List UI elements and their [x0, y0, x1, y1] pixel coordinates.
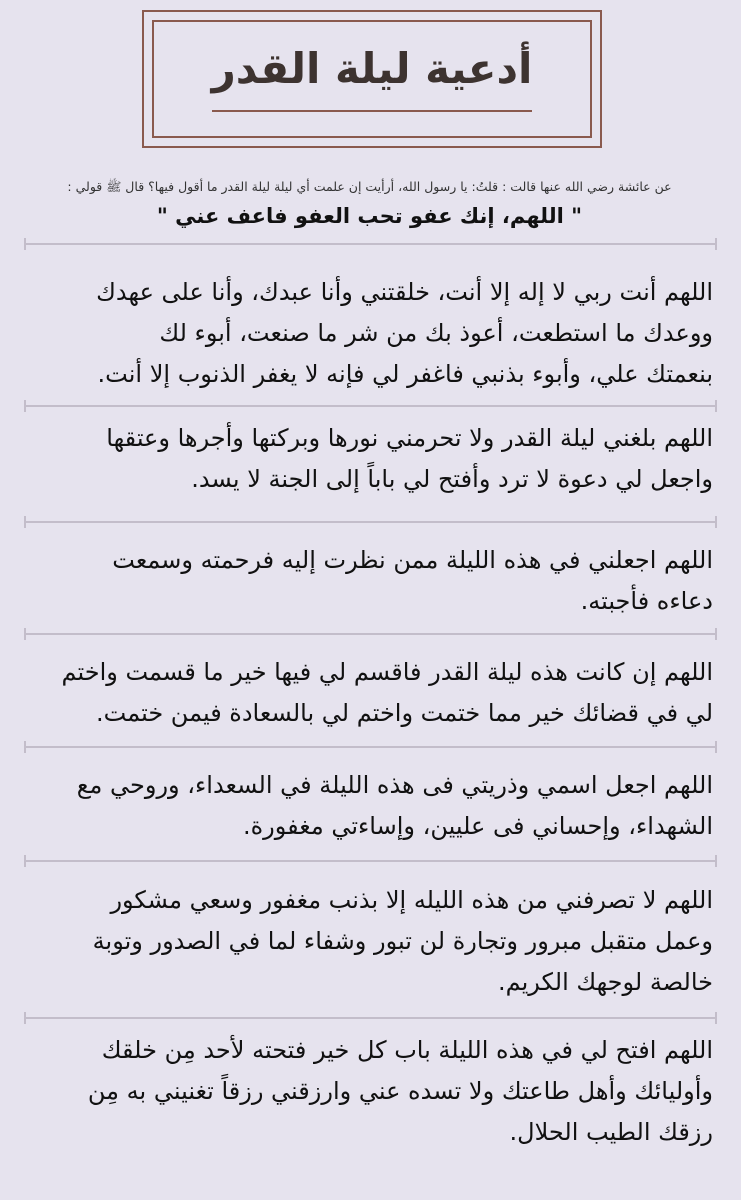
divider: [16, 400, 725, 412]
title-underline: [212, 110, 532, 112]
prayer-block-2: [26, 418, 713, 500]
divider: [16, 741, 725, 753]
prayer-line: اللهم اجعل اسمي وذريتي فى هذه الليلة في السعداء، وروحي مع: [76, 771, 713, 799]
prayer-line: لي في قضائك خير مما ختمت واختم لي بالسعادة فيمن ختمت.: [96, 699, 713, 727]
prayer-block-4: [26, 652, 713, 734]
prayer-line: بنعمتك علي، وأبوء بذنبي فاغفر لي فإنه لا يغفر الذنوب إلا أنت.: [97, 360, 713, 388]
prayer-block-6: [26, 880, 713, 1003]
prayer-block-7: [26, 1030, 713, 1153]
prayer-line: وأوليائك وأهل طاعتك ولا تسده عني وارزقني رزقاً تغنيني به مِن: [87, 1077, 713, 1105]
intro-section: [20, 177, 719, 233]
prayer-block-3: [26, 540, 713, 622]
intro-dua-text: " اللهم، إنك عفو تحب العفو فاعف عني ": [156, 204, 583, 228]
prayer-line: ووعدك ما استطعت، أعوذ بك من شر ما صنعت، أبوء لك: [159, 319, 713, 347]
prayer-line: خالصة لوجهك الكريم.: [498, 968, 713, 996]
prayer-line: اللهم بلغني ليلة القدر ولا تحرمني نورها وبركتها وأجرها وعتقها: [106, 424, 713, 452]
divider: [16, 238, 725, 250]
divider: [16, 516, 725, 528]
prayer-line: الشهداء، وإحساني فى عليين، وإساءتي مغفورة.: [242, 812, 713, 840]
intro-hadith-text: عن عائشة رضي الله عنها قالت : قلتُ: يا رسول الله، أرأيت إن علمت أي ليلة ليلة القدر ما أقول فيها؟ قال ﷺ قولي :: [67, 179, 672, 194]
prayer-line: اللهم لا تصرفني من هذه الليله إلا بذنب مغفور وسعي مشكور: [110, 886, 713, 914]
title-banner: [142, 10, 602, 148]
divider: [16, 1012, 725, 1024]
divider: [16, 855, 725, 867]
prayer-line: واجعل لي دعوة لا ترد وأفتح لي باباً إلى الجنة لا يسد.: [191, 465, 713, 493]
prayer-line: رزقك الطيب الحلال.: [509, 1118, 713, 1146]
prayer-block-1: [26, 272, 713, 395]
prayer-block-5: [26, 765, 713, 847]
prayer-line: اللهم اجعلني في هذه الليلة ممن نظرت إليه فرحمته وسمعت: [112, 546, 713, 574]
prayer-line: اللهم أنت ربي لا إله إلا أنت، خلقتني وأنا عبدك، وأنا على عهدك: [96, 278, 713, 306]
divider: [16, 628, 725, 640]
prayer-line: وعمل متقبل مبرور وتجارة لن تبور وشفاء لما في الصدور وتوبة: [92, 927, 713, 955]
prayer-line: دعاءه فأجبته.: [580, 587, 713, 615]
page-title: أدعية ليلة القدر: [211, 44, 533, 93]
prayer-line: اللهم إن كانت هذه ليلة القدر فاقسم لي فيها خير ما قسمت واختم: [61, 658, 713, 686]
prayer-line: اللهم افتح لي في هذه الليلة باب كل خير فتحته لأحد مِن خلقك: [101, 1036, 713, 1064]
